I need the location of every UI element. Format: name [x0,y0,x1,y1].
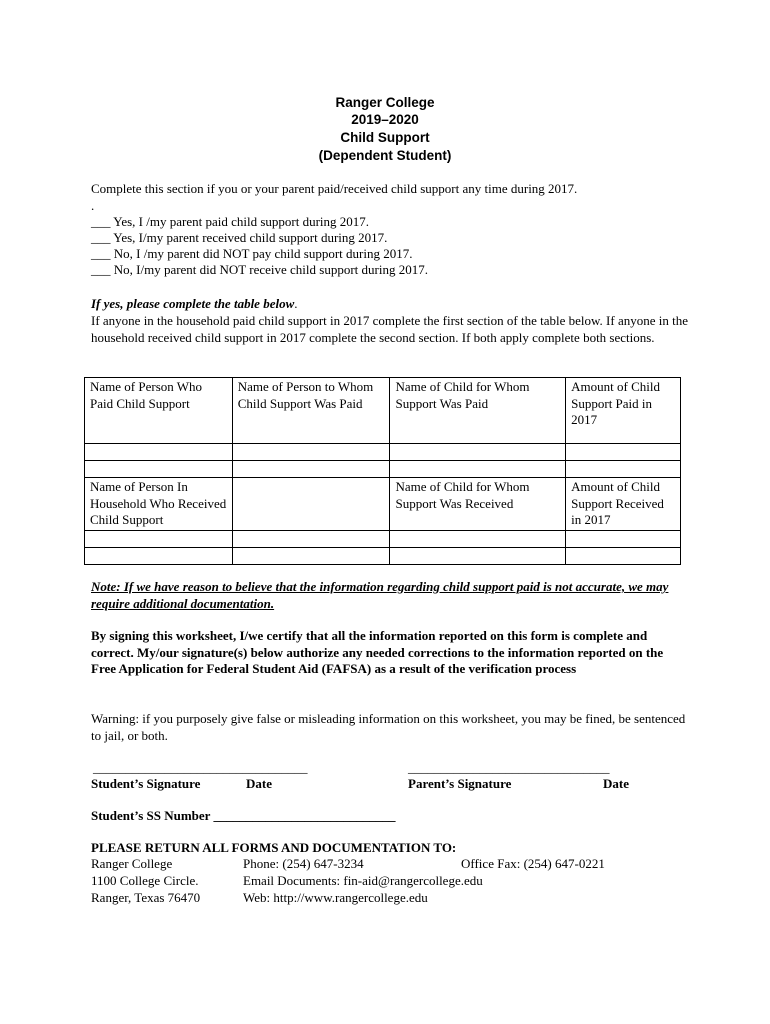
received-entry-blank-cell[interactable] [232,547,390,564]
received-entry-amount-cell[interactable] [566,530,681,547]
student-date-label: Date [246,776,272,791]
received-header-row [85,478,681,531]
table-heading-text: If yes, please complete the table below [91,296,295,311]
received-header-child: Name of Child for Whom Support Was Received [390,478,566,531]
received-entry-blank-cell[interactable] [232,530,390,547]
option-received[interactable]: ___ Yes, I/my parent received child support during 2017. [91,230,388,245]
option-not-received[interactable]: ___ No, I/my parent did NOT receive child support during 2017. [91,262,428,277]
received-entry-child-cell[interactable] [390,530,566,547]
parent-signature-line[interactable]: _______________________________ [408,760,610,775]
parent-signature-label: Parent’s Signature [408,776,512,791]
college-name: Ranger College [335,95,435,110]
address-name: Ranger College [91,856,173,871]
paid-header-row [85,378,681,444]
received-header-blank [232,478,390,531]
paid-header-payer: Name of Person Who Paid Child Support [85,378,233,444]
return-heading: PLEASE RETURN ALL FORMS AND DOCUMENTATION TO: [91,840,457,855]
paid-entry-amount-cell[interactable] [566,461,681,478]
certification-statement: By signing this worksheet, I/we certify that all the information reported on this form is complete and correct. My/our signature(s) below authorize any needed corrections to the information reported on the Free Application for Federal Student Aid (FAFSA) as a result of the verification process [91,628,664,676]
contact-email[interactable]: Email Documents: fin-aid@rangercollege.edu [243,873,483,888]
contact-fax: Office Fax: (254) 647-0221 [461,856,605,871]
ssn-line[interactable]: _________________ [213,808,324,823]
paid-entry-payer-cell[interactable] [85,444,233,461]
address-street: 1100 College Circle. [91,873,199,888]
received-header-amount: Amount of Child Support Received in 2017 [566,478,681,531]
ssn-line-end[interactable]: ___________ [323,808,396,823]
table-heading [91,296,298,313]
option-paid[interactable]: ___ Yes, I /my parent paid child support during 2017. [91,214,370,229]
option-not-paid[interactable]: ___ No, I /my parent did NOT pay child support during 2017. [91,246,413,261]
received-entry-row[interactable] [85,530,681,547]
student-signature-line[interactable]: _________________________________ [93,760,308,775]
academic-year: 2019–2020 [351,112,419,127]
received-entry-recipient-cell[interactable] [85,547,233,564]
table-instructions: If anyone in the household paid child support in 2017 complete the first section of the table below. If anyone in the household received child support in 2017 complete the second section. If both apply complete both sections. [91,313,689,345]
address-city: Ranger, Texas 76470 [91,890,201,905]
paid-entry-row[interactable] [85,444,681,461]
documentation-note: Note: If we have reason to believe that the information regarding child support paid is not accurate, we may require additional documentation. [91,579,669,611]
intro-text: Complete this section if you or your parent paid/received child support any time during 2017. [91,181,578,196]
contact-phone: Phone: (254) 647-3234 [243,856,364,871]
student-signature-label: Student’s Signature [91,776,201,791]
paid-entry-payer-cell[interactable] [85,461,233,478]
ssn-label: Student’s SS Number [91,808,211,823]
paid-entry-amount-cell[interactable] [566,444,681,461]
paid-entry-row[interactable] [85,461,681,478]
paid-entry-recipient-cell[interactable] [232,444,390,461]
received-entry-amount-cell[interactable] [566,547,681,564]
received-header-recipient: Name of Person In Household Who Received Child Support [85,478,233,531]
warning-text: Warning: if you purposely give false or misleading information on this worksheet, you may be fined, be sentenced to jail, or both. [91,711,686,743]
child-support-table [84,377,681,565]
contact-web[interactable]: Web: http://www.rangercollege.edu [243,890,428,905]
paid-header-amount: Amount of Child Support Paid in 2017 [566,378,681,444]
ssn-field[interactable] [91,808,395,825]
paid-header-recipient: Name of Person to Whom Child Support Was Paid [232,378,390,444]
received-entry-child-cell[interactable] [390,547,566,564]
paid-entry-child-cell[interactable] [390,444,566,461]
parent-date-label: Date [603,776,629,791]
form-title: Child Support [340,130,430,145]
form-subtitle: (Dependent Student) [318,148,452,163]
received-entry-recipient-cell[interactable] [85,530,233,547]
received-entry-row[interactable] [85,547,681,564]
intro-dot: . [91,198,95,213]
paid-header-child: Name of Child for Whom Support Was Paid [390,378,566,444]
table-heading-period: . [294,296,298,311]
paid-entry-recipient-cell[interactable] [232,461,390,478]
paid-entry-child-cell[interactable] [390,461,566,478]
